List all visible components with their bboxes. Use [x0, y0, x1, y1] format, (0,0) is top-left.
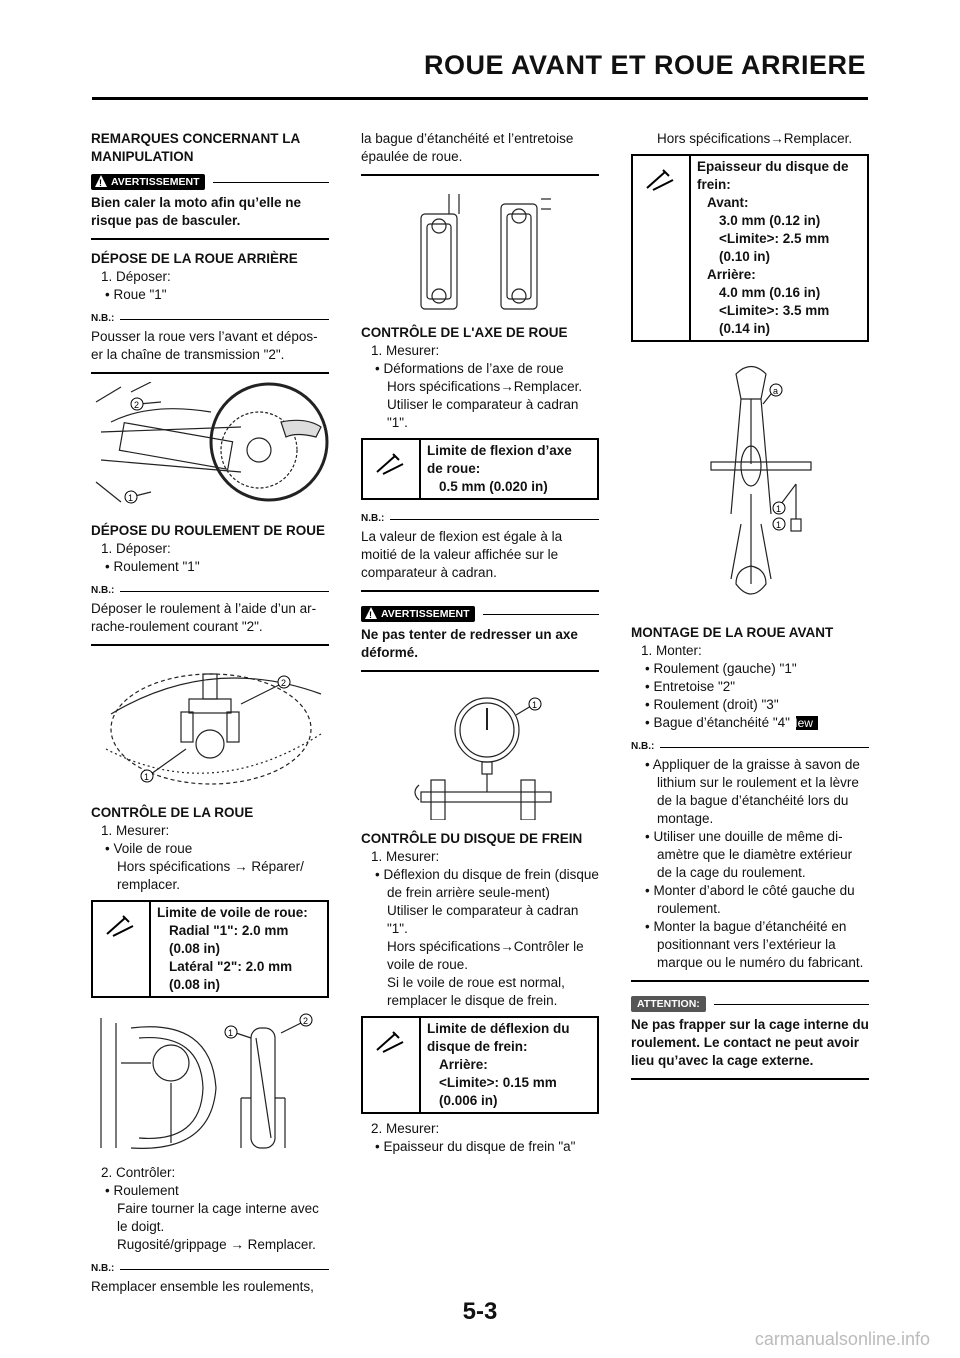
spec-text: Limite de voile de roue:	[157, 905, 308, 920]
attention-text: Ne pas frapper sur la cage interne du roulement. Le contact ne peut avoir lieu qu’avec la cage externe.	[631, 1017, 869, 1068]
nb-label: N.B.:	[91, 313, 115, 324]
list-item: • Appliquer de la graisse à savon de lithium sur le roulement et la lèvre de la bague d’étanchéité lors du montage.	[645, 757, 860, 826]
nb-header	[91, 582, 329, 600]
fig-label: 1	[532, 700, 538, 710]
nb-label: N.B.:	[361, 513, 385, 524]
text: Contrôler le voile de roue.	[387, 939, 584, 972]
text: Remplacer.	[247, 1237, 316, 1252]
list-item: • Déformations de l’axe de roue	[375, 361, 564, 376]
divider	[483, 614, 599, 615]
arrow-icon	[230, 1237, 244, 1252]
spec-text: (0.08 in)	[169, 977, 221, 992]
spec-text: (0.006 in)	[439, 1093, 498, 1108]
figure-chain-removal	[91, 382, 329, 512]
divider	[91, 372, 329, 374]
warning-text: Ne pas tenter de redresser un axe déformé.	[361, 627, 578, 660]
spec-line	[631, 130, 869, 148]
text: Rugosité/grippage	[117, 1237, 227, 1252]
arrow-icon	[500, 939, 514, 954]
warning-header	[361, 606, 599, 622]
list-item: • Roulement (gauche) "1"	[645, 661, 797, 676]
warning-label: AVERTISSEMENT	[111, 176, 200, 188]
text: Hors spécifications	[387, 379, 501, 394]
text: Utiliser le comparateur à cadran "1".	[387, 397, 579, 430]
spec-text: 3.0 mm (0.12 in)	[719, 213, 821, 228]
heading-depose-roulement: DÉPOSE DU ROULEMENT DE ROUE	[91, 523, 326, 538]
spec-text: Limite de déflexion du disque de frein:	[427, 1021, 570, 1054]
text: la bague d’étanchéité et l’entretoise épaulée de roue.	[361, 131, 574, 164]
text: remplacer.	[117, 877, 181, 892]
fig-label: 2	[134, 400, 140, 410]
divider	[390, 519, 599, 520]
nb-label: N.B.:	[91, 1263, 115, 1274]
list-item: • Déflexion du disque de frein (disque de frein arrière seule-ment)	[375, 867, 599, 900]
footer-watermark: carmanualsonline.info	[754, 1329, 930, 1349]
heading-montage: MONTAGE DE LA ROUE AVANT	[631, 625, 834, 640]
heading-depose-roue: DÉPOSE DE LA ROUE ARRIÈRE	[91, 251, 298, 266]
step-text: 1. Mesurer:	[371, 849, 440, 864]
step-text: 1. Déposer:	[101, 541, 171, 556]
nb-text: La valeur de flexion est égale à la moitié de la valeur affichée sur le comparateur à cadran.	[361, 529, 563, 580]
fig-label: 1	[128, 493, 134, 503]
attention-header	[631, 996, 869, 1012]
spec-line	[361, 378, 599, 396]
text: Réparer/	[251, 859, 304, 874]
list-item: • Monter la bague d’étanchéité en positionnant vers l’extérieur la marque ou le numéro du fabricant.	[645, 919, 864, 970]
page-number: 5-3	[462, 1298, 498, 1325]
figure-bearing-puller	[91, 654, 329, 794]
divider	[631, 1078, 869, 1080]
divider	[631, 980, 869, 982]
text: • Bague d’étanchéité "4"	[645, 715, 790, 730]
spec-text: Limite de flexion d’axe de roue:	[427, 443, 572, 476]
heading-axe: CONTRÔLE DE L'AXE DE ROUE	[361, 325, 568, 340]
divider	[91, 644, 329, 646]
spec-line	[91, 1236, 329, 1254]
title-rule	[92, 97, 868, 100]
spec-text: (0.08 in)	[169, 941, 221, 956]
divider	[361, 590, 599, 592]
step-text: 2. Contrôler:	[101, 1165, 176, 1180]
spec-text: (0.10 in)	[719, 249, 771, 264]
fig-label: 2	[281, 678, 287, 688]
spec-text: <Limite>: 3.5 mm	[719, 303, 830, 318]
text: Hors spécifications	[387, 939, 501, 954]
fig-label: a	[773, 386, 779, 396]
divider	[120, 319, 329, 320]
list-item: • Epaisseur du disque de frein "a"	[375, 1139, 576, 1154]
nb-label: N.B.:	[631, 741, 655, 752]
fig-label: 2	[303, 1016, 309, 1026]
nb-header	[631, 738, 869, 756]
divider	[91, 238, 329, 240]
fig-label: 1	[776, 520, 782, 530]
figure-wheel-runout	[91, 1008, 329, 1158]
warning-badge	[91, 174, 205, 190]
step-text: 1. Mesurer:	[371, 343, 440, 358]
nb-text: Remplacer ensemble les roulements,	[91, 1279, 314, 1294]
spec-box	[361, 1016, 599, 1114]
spec-text: 0.5 mm (0.020 in)	[439, 479, 548, 494]
list-item	[631, 714, 869, 732]
nb-text: Pousser la roue vers l’avant et dépos-er la chaîne de transmission "2".	[91, 329, 318, 362]
text: Utiliser le comparateur à cadran "1".	[387, 903, 579, 936]
heading-disque: CONTRÔLE DU DISQUE DE FREIN	[361, 831, 583, 846]
wrench-icon	[363, 1018, 421, 1112]
page-title: ROUE AVANT ET ROUE ARRIERE	[423, 50, 866, 80]
spec-text: <Limite>: 2.5 mm	[719, 231, 830, 246]
column-2	[361, 130, 599, 1156]
warning-icon	[365, 607, 377, 619]
warning-badge	[361, 606, 475, 622]
spec-line	[91, 858, 329, 876]
list-item: • Entretoise "2"	[645, 679, 736, 694]
text: Si le voile de roue est normal, remplacer le disque de frein.	[387, 975, 565, 1008]
column-3	[631, 130, 869, 1088]
divider	[660, 747, 869, 748]
warning-header	[91, 174, 329, 190]
spec-text: Arrière:	[707, 267, 756, 282]
step-text: 1. Mesurer:	[101, 823, 170, 838]
warning-icon	[95, 175, 107, 187]
wrench-icon	[93, 902, 151, 996]
nb-header	[91, 310, 329, 328]
wrench-icon	[633, 156, 691, 340]
heading-remarques: REMARQUES CONCERNANT LA MANIPULATION	[91, 131, 300, 164]
arrow-icon	[500, 379, 514, 394]
nb-header	[361, 510, 599, 528]
list-item: • Roue "1"	[105, 287, 167, 302]
warning-text: Bien caler la moto afin qu’elle ne risque pas de basculer.	[91, 195, 302, 228]
spec-box	[361, 438, 599, 500]
arrow-icon	[770, 131, 784, 146]
warning-label: AVERTISSEMENT	[381, 608, 470, 620]
fig-label: 1	[776, 504, 782, 514]
spec-text: Radial "1": 2.0 mm	[169, 923, 289, 938]
divider	[361, 174, 599, 176]
spec-text: Avant:	[707, 195, 749, 210]
fig-label: 1	[228, 1028, 234, 1038]
arrow-icon	[234, 859, 248, 874]
figure-dial-gauge-axle	[361, 680, 599, 820]
spec-text: (0.14 in)	[719, 321, 771, 336]
text: Hors spécifications	[657, 131, 771, 146]
list-item: • Roulement	[105, 1183, 179, 1198]
wrench-icon	[363, 440, 421, 498]
divider	[361, 670, 599, 672]
new-badge: New	[796, 716, 818, 730]
text: Remplacer.	[513, 379, 583, 394]
fig-label: 1	[144, 772, 150, 782]
step-text: 1. Déposer:	[101, 269, 171, 284]
nb-label: N.B.:	[91, 585, 115, 596]
nb-header	[91, 1260, 329, 1278]
divider	[213, 182, 329, 183]
spec-text: <Limite>: 0.15 mm	[439, 1075, 557, 1090]
attention-badge: ATTENTION:	[631, 996, 706, 1012]
step-text: 2. Mesurer:	[371, 1121, 440, 1136]
text: Remplacer.	[783, 131, 853, 146]
divider	[120, 1269, 329, 1270]
list-item: • Roulement (droit) "3"	[645, 697, 779, 712]
nb-text: Déposer le roulement à l’aide d’un ar-rache-roulement courant "2".	[91, 601, 317, 634]
spec-text: Latéral "2": 2.0 mm	[169, 959, 293, 974]
list-item: • Utiliser une douille de même di-amètre que le diamètre extérieur de la cage du roulement.	[645, 829, 853, 880]
step-text: 1. Monter:	[641, 643, 702, 658]
text: Hors spécifications	[117, 859, 231, 874]
list-item: • Voile de roue	[105, 841, 193, 856]
divider	[120, 591, 329, 592]
text: Faire tourner la cage interne avec le doigt.	[117, 1201, 319, 1234]
figure-disc-thickness	[631, 354, 869, 624]
spec-box	[91, 900, 329, 998]
spec-text: 4.0 mm (0.16 in)	[719, 285, 821, 300]
divider	[714, 1004, 869, 1005]
spec-text: Arrière:	[439, 1057, 488, 1072]
nb-list	[631, 756, 869, 972]
spec-box	[631, 154, 869, 342]
heading-controle-roue: CONTRÔLE DE LA ROUE	[91, 805, 254, 820]
figure-bearing-section	[361, 184, 599, 314]
spec-text: Epaisseur du disque de frein:	[697, 159, 849, 192]
list-item: • Roulement "1"	[105, 559, 200, 574]
list-item: • Monter d’abord le côté gauche du roulement.	[645, 883, 855, 916]
spec-line	[361, 938, 599, 974]
column-1	[91, 130, 329, 1296]
